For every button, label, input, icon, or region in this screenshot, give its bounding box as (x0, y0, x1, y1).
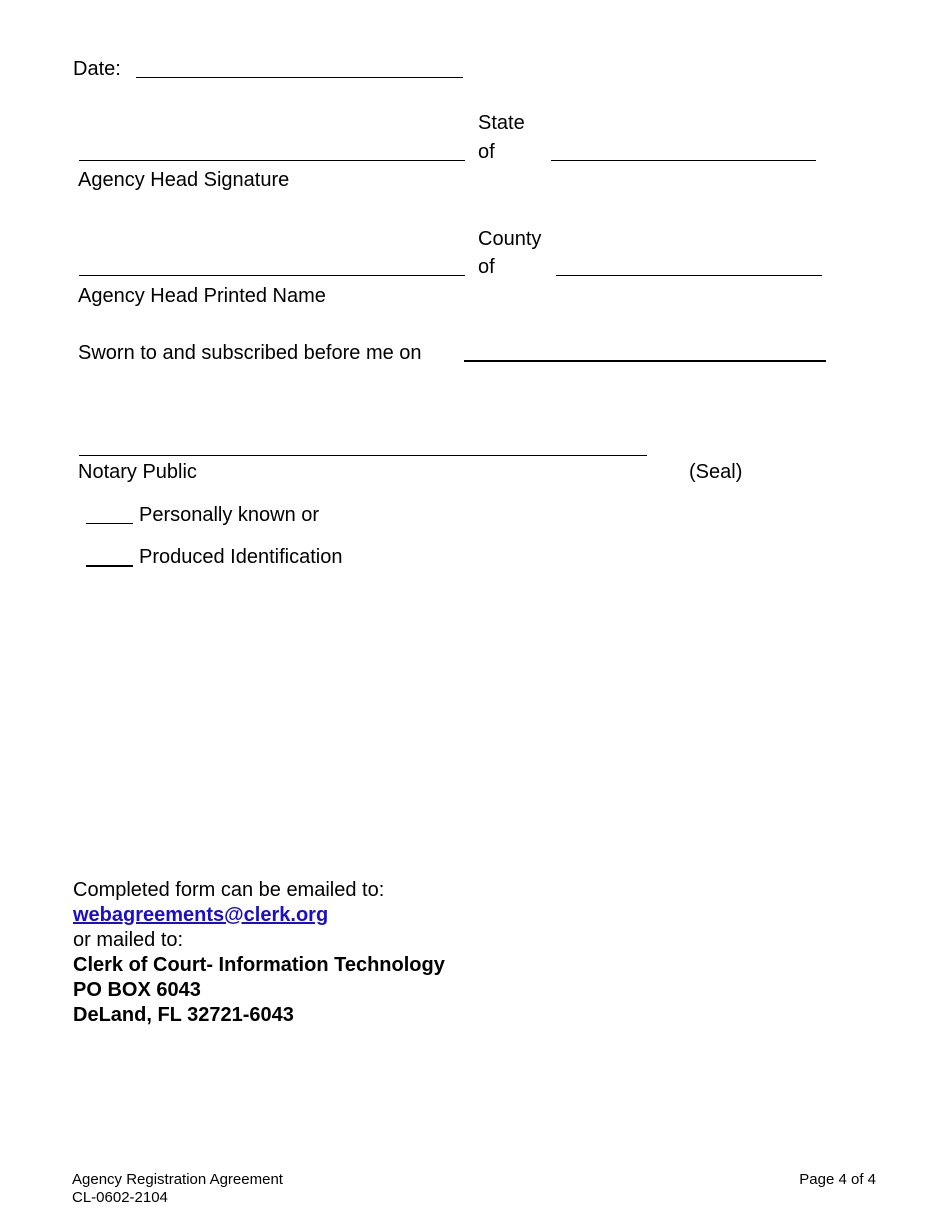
date-label: Date: (73, 58, 121, 80)
seal-label: (Seal) (689, 461, 743, 483)
footer-page-indicator: Page 4 of 4 (799, 1171, 876, 1188)
sworn-label: Sworn to and subscribed before me on (78, 342, 422, 364)
date-field-line[interactable] (136, 77, 463, 78)
county-label: County (478, 228, 542, 250)
state-of-label: of (478, 141, 495, 163)
mailing-address-line-2: PO BOX 6043 (73, 979, 201, 1001)
mailed-to-label: or mailed to: (73, 929, 184, 951)
produced-identification-label: Produced Identification (139, 546, 343, 568)
agency-head-printed-name-line[interactable] (79, 275, 465, 276)
notary-public-label: Notary Public (78, 461, 197, 483)
sworn-date-line[interactable] (464, 360, 826, 362)
notary-signature-line[interactable] (79, 455, 647, 456)
personally-known-checkbox-line[interactable] (86, 523, 133, 524)
mailing-address-line-3: DeLand, FL 32721-6043 (73, 1004, 294, 1026)
footer-form-title: Agency Registration Agreement (72, 1171, 283, 1188)
agency-head-printed-name-label: Agency Head Printed Name (78, 285, 326, 307)
state-field-line[interactable] (551, 160, 816, 161)
emailed-to-label: Completed form can be emailed to: (73, 879, 385, 901)
personally-known-label: Personally known or (139, 504, 320, 526)
agency-head-signature-label: Agency Head Signature (78, 169, 290, 191)
state-label: State (478, 112, 525, 134)
mailing-address-line-1: Clerk of Court- Information Technology (73, 954, 445, 976)
email-address-link[interactable]: webagreements@clerk.org (73, 904, 329, 926)
county-field-line[interactable] (556, 275, 822, 276)
footer-form-number: CL-0602-2104 (72, 1189, 168, 1206)
agency-head-signature-line[interactable] (79, 160, 465, 161)
produced-identification-checkbox-line[interactable] (86, 565, 133, 567)
county-of-label: of (478, 256, 495, 278)
